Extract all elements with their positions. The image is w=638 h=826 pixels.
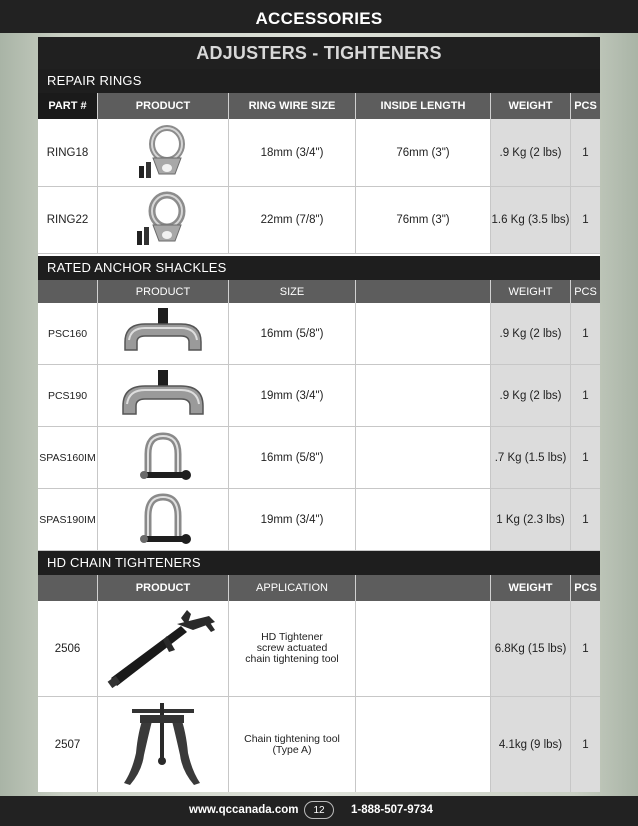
table-row — [38, 187, 600, 254]
application-line: HD Tightener — [261, 631, 323, 643]
product-image — [98, 119, 229, 186]
section-anchor-shackles: RATED ANCHOR SHACKLES — [38, 256, 600, 280]
application-line: chain tightening tool — [245, 653, 339, 665]
col-product: PRODUCT — [98, 280, 229, 303]
page-header: ACCESSORIES — [0, 0, 638, 33]
pcs: 1 — [571, 601, 600, 696]
chain-tighteners-header-row — [38, 575, 600, 601]
pcs: 1 — [571, 489, 600, 550]
part-number: 2507 — [38, 697, 98, 792]
phone-number[interactable]: 1-888-507-9734 — [351, 804, 433, 816]
col-weight: WEIGHT — [491, 575, 571, 601]
size: 16mm (5/8") — [229, 303, 356, 364]
col-size: SIZE — [229, 280, 356, 303]
weight: 6.8Kg (15 lbs) — [491, 601, 571, 696]
weight: 1.6 Kg (3.5 lbs) — [491, 187, 571, 253]
part-number: SPAS190IM — [38, 489, 98, 550]
weight: .7 Kg (1.5 lbs) — [491, 427, 571, 488]
ring-wire-size: 18mm (3/4") — [229, 119, 356, 186]
pcs: 1 — [571, 365, 600, 426]
part-number: PCS190 — [38, 365, 98, 426]
weight: .9 Kg (2 lbs) — [491, 365, 571, 426]
blank-cell — [356, 489, 491, 550]
pcs: 1 — [571, 427, 600, 488]
product-image — [98, 365, 229, 426]
product-image — [98, 187, 229, 253]
table-row — [38, 365, 600, 427]
hd-tightener-icon — [103, 604, 223, 694]
weight: .9 Kg (2 lbs) — [491, 119, 571, 186]
col-pcs: PCS — [574, 582, 597, 594]
catalog-panel — [38, 37, 600, 792]
anchor-clamp-icon — [115, 306, 211, 362]
inside-length: 76mm (3") — [356, 187, 491, 253]
table-row — [38, 427, 600, 489]
col-part: PART # — [38, 93, 98, 119]
pcs: 1 — [571, 119, 600, 186]
table-row — [38, 303, 600, 365]
repair-ring-icon — [123, 189, 203, 251]
col-product: PRODUCT — [98, 93, 229, 119]
section-chain-tighteners: HD CHAIN TIGHTENERS — [38, 551, 600, 575]
weight: 1 Kg (2.3 lbs) — [491, 489, 571, 550]
table-row — [38, 489, 600, 551]
col-part — [38, 280, 98, 303]
size: 19mm (3/4") — [229, 489, 356, 550]
col-inside-length: INSIDE LENGTH — [356, 93, 491, 119]
col-pcs: PCS — [574, 285, 597, 298]
repair-rings-header-row — [38, 93, 600, 119]
blank-cell — [356, 601, 491, 696]
application — [229, 601, 356, 696]
page-footer — [0, 796, 638, 826]
blank-cell — [356, 427, 491, 488]
table-row — [38, 119, 600, 187]
part-number: RING18 — [38, 119, 98, 186]
panel-title: ADJUSTERS - TIGHTENERS — [38, 37, 600, 69]
col-blank — [356, 575, 491, 601]
col-ring-wire-size: RING WIRE SIZE — [229, 93, 356, 119]
col-product: PRODUCT — [98, 575, 229, 601]
product-image — [98, 697, 229, 792]
blank-cell — [356, 303, 491, 364]
size: 16mm (5/8") — [229, 427, 356, 488]
product-image — [98, 489, 229, 550]
inside-length: 76mm (3") — [356, 119, 491, 186]
table-row — [38, 601, 600, 697]
ring-wire-size: 22mm (7/8") — [229, 187, 356, 253]
application-line: screw actuated — [256, 642, 328, 654]
blank-cell — [356, 697, 491, 792]
page-number: 12 — [304, 801, 334, 819]
repair-ring-icon — [123, 122, 203, 184]
col-application: APPLICATION — [229, 575, 356, 601]
product-image — [98, 303, 229, 364]
pcs: 1 — [571, 303, 600, 364]
pcs: 1 — [571, 187, 600, 253]
section-repair-rings: REPAIR RINGS — [38, 69, 600, 93]
application-line: (Type A) — [272, 743, 312, 756]
col-weight: WEIGHT — [491, 280, 571, 303]
bow-shackle-icon — [128, 492, 198, 548]
col-part — [38, 575, 98, 601]
col-blank — [356, 280, 491, 303]
part-number: 2506 — [38, 601, 98, 696]
blank-cell — [356, 365, 491, 426]
puller-tool-icon — [118, 701, 208, 789]
bow-shackle-icon — [128, 430, 198, 486]
size: 19mm (3/4") — [229, 365, 356, 426]
col-pcs: PCS — [574, 100, 597, 112]
application — [229, 697, 356, 792]
col-weight: WEIGHT — [491, 93, 571, 119]
product-image — [98, 427, 229, 488]
part-number: SPAS160IM — [38, 427, 98, 488]
part-number: RING22 — [38, 187, 98, 253]
pcs: 1 — [571, 697, 600, 792]
product-image — [98, 601, 229, 696]
weight: 4.1kg (9 lbs) — [491, 697, 571, 792]
anchor-clamp-icon — [115, 368, 211, 424]
anchor-shackles-header-row — [38, 280, 600, 303]
application-line: Chain tightening tool — [244, 732, 340, 745]
part-number: PSC160 — [38, 303, 98, 364]
website-link[interactable]: www.qccanada.com — [189, 804, 299, 816]
weight: .9 Kg (2 lbs) — [491, 303, 571, 364]
table-row — [38, 697, 600, 792]
